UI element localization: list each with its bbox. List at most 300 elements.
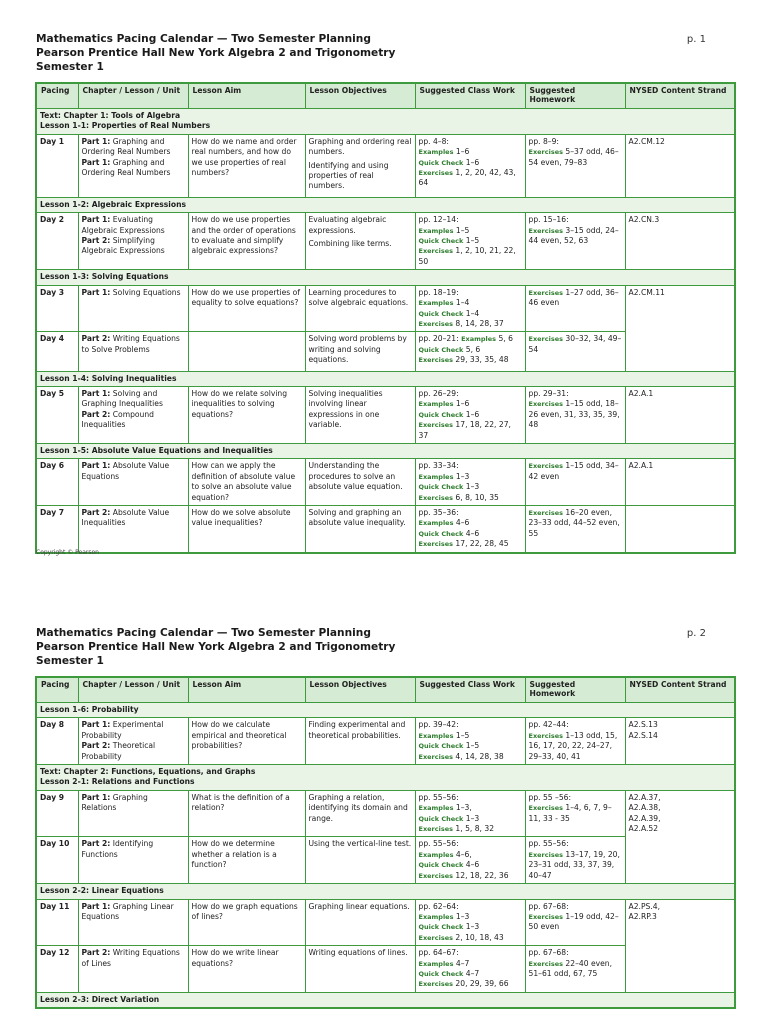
objective: Solving and graphing an absolute value inequality. <box>308 508 406 528</box>
exercises-label: Exercises <box>418 752 453 761</box>
chapter-lesson-cell <box>78 386 188 443</box>
examples-label: Examples <box>461 335 497 344</box>
exercises-label: Exercises <box>418 933 453 942</box>
objective: Using the vertical-line test. <box>308 839 412 849</box>
objective: Graphing linear equations. <box>308 901 410 911</box>
exercises-value: 1, 2, 20, 42, 43, 64 <box>418 168 516 188</box>
exercises-line <box>419 539 522 549</box>
quick-check-line <box>419 741 522 751</box>
column-header: Chapter / Lesson / Unit <box>78 83 188 109</box>
lesson-heading <box>36 703 735 718</box>
examples-label: Examples <box>418 519 454 528</box>
exercises-value: 1–19 odd, 42–50 even <box>528 911 619 932</box>
page-range: pp. 35–36: <box>418 508 459 517</box>
exercises-label: Exercises <box>528 335 563 344</box>
lesson-heading-line: Lesson 1-2: Algebraic Expressions <box>40 199 187 209</box>
objective: Combining like terms. <box>308 239 392 249</box>
content-strand <box>625 285 735 371</box>
quick-check-label: Quick Check <box>418 345 464 354</box>
column-header: Lesson Objectives <box>305 677 415 703</box>
chapter-lesson-cell <box>78 332 188 371</box>
lesson-objectives <box>305 718 415 765</box>
lesson-aim: What is the definition of a relation? <box>188 790 305 837</box>
lesson-aim: How can we apply the definition of absolute value to solve an absolute value equation? <box>188 459 305 506</box>
column-header: NYSED Content Strand <box>625 677 735 703</box>
lesson-aim <box>188 332 305 371</box>
chapter-lesson-cell <box>78 899 188 946</box>
lesson-objectives <box>305 386 415 443</box>
exercises-label: Exercises <box>528 148 563 157</box>
chapter-lesson-cell <box>78 790 188 837</box>
suggested-homework <box>525 506 625 553</box>
examples-line <box>419 731 522 741</box>
part-text: Theoretical Probability <box>81 741 156 761</box>
lesson-section-row <box>36 371 735 386</box>
examples-label: Examples <box>418 731 454 740</box>
exercises-label: Exercises <box>528 804 563 813</box>
lesson-heading-line: Text: Chapter 1: Tools of Algebra <box>40 111 181 120</box>
lesson-section-row <box>36 109 735 135</box>
lesson-objectives <box>305 134 415 197</box>
objective: Evaluating algebraic expressions. <box>308 215 387 235</box>
content-strand <box>625 459 735 506</box>
exercises-value: 30–32, 34, 49–54 <box>528 334 622 354</box>
exercises-value: 5–37 odd, 46–54 even, 79–83 <box>528 147 619 167</box>
suggested-classwork <box>415 946 525 993</box>
strand-code: A2.A.37, A2.A.38, A2.A.39, A2.A.52 <box>628 792 661 834</box>
exercises-value: 17, 18, 22, 27, 37 <box>418 420 511 440</box>
day-label: Day 10 <box>36 837 78 884</box>
classwork-pages <box>419 288 522 298</box>
content-strand <box>625 213 735 270</box>
exercises-value: 12, 18, 22, 36 <box>455 870 509 880</box>
quick-check-value: 5, 6 <box>465 344 481 354</box>
day-row <box>36 134 735 197</box>
suggested-classwork <box>415 459 525 506</box>
part-text: Solving and Graphing Inequalities <box>81 388 163 409</box>
suggested-classwork <box>415 213 525 270</box>
lesson-part <box>82 389 185 410</box>
day-label: Day 7 <box>36 506 78 553</box>
quick-check-value: 4–6 <box>465 528 480 538</box>
strand-code: A2.A.1 <box>628 388 654 398</box>
column-header: Lesson Aim <box>188 677 305 703</box>
day-label: Day 6 <box>36 459 78 506</box>
lesson-objectives <box>305 837 415 884</box>
suggested-classwork <box>415 332 525 371</box>
exercises-label: Exercises <box>528 509 563 517</box>
lesson-part <box>82 334 185 355</box>
quick-check-label: Quick Check <box>418 814 464 823</box>
homework-pages: pp. 55 –56: <box>528 792 572 802</box>
exercises-value: 4, 14, 28, 38 <box>455 751 504 761</box>
lesson-part <box>82 410 185 431</box>
examples-line <box>419 298 522 308</box>
homework-exercises <box>529 731 622 762</box>
lesson-part <box>82 461 185 482</box>
part-label: Part 2: <box>81 409 111 419</box>
suggested-homework <box>525 285 625 332</box>
part-text: Graphing and Ordering Real Numbers <box>81 136 171 157</box>
column-header: Chapter / Lesson / Unit <box>78 677 188 703</box>
lesson-part <box>82 720 185 741</box>
pacing-table <box>35 82 736 554</box>
document-subtitle: Pearson Prentice Hall New York Algebra 2 and Trigonometry <box>36 641 396 653</box>
lesson-heading-line: Lesson 1-5: Absolute Value Equations and Inequalities <box>40 445 273 455</box>
examples-value: 1–6 <box>455 147 470 157</box>
lesson-objectives <box>305 459 415 506</box>
part-label: Part 2: <box>81 236 111 246</box>
part-label: Part 1: <box>81 720 111 730</box>
examples-value: 1–6 <box>455 399 470 409</box>
lesson-section-row <box>36 270 735 285</box>
lesson-part <box>82 215 185 236</box>
part-label: Part 2: <box>81 839 111 849</box>
chapter-lesson-cell <box>78 134 188 197</box>
quick-check-value: 4–7 <box>465 968 480 978</box>
quick-check-label: Quick Check <box>418 969 464 978</box>
column-header: Pacing <box>36 83 78 109</box>
suggested-classwork <box>415 134 525 197</box>
quick-check-line <box>419 922 522 932</box>
exercises-line <box>419 752 522 762</box>
exercises-label: Exercises <box>418 319 453 328</box>
exercises-line <box>419 933 522 943</box>
part-label: Part 1: <box>81 388 111 398</box>
lesson-part <box>82 741 185 762</box>
page-range: pp. 33–34: <box>418 461 459 471</box>
part-text: Graphing and Ordering Real Numbers <box>81 157 171 178</box>
part-text: Writing Equations of Lines <box>81 948 180 968</box>
classwork-pages <box>419 508 522 518</box>
exercises-value: 29, 33, 35, 48 <box>455 355 509 365</box>
exercises-value: 1, 2, 10, 21, 22, 50 <box>418 246 516 266</box>
part-label: Part 1: <box>81 136 111 146</box>
exercises-value: 13–17, 19, 20, 23–31 odd, 33, 37, 39, 40–47 <box>528 849 620 880</box>
quick-check-value: 1–3 <box>465 813 480 823</box>
page-range: pp. 55–56: <box>418 792 459 802</box>
lesson-heading-line: Lesson 1-3: Solving Equations <box>40 272 169 282</box>
exercises-value: 1, 5, 8, 32 <box>455 824 495 834</box>
exercises-line <box>419 493 522 503</box>
lesson-heading-line: Text: Chapter 2: Functions, Equations, and Graphs <box>40 767 256 777</box>
day-row <box>36 718 735 765</box>
lesson-aim: How do we use properties and the order of operations to evaluate and simplify algebraic expressions? <box>188 213 305 270</box>
objective: Finding experimental and theoretical probabilities. <box>308 720 406 740</box>
lesson-aim: How do we determine whether a relation is a function? <box>188 837 305 884</box>
classwork-pages <box>419 948 522 958</box>
classwork-pages <box>419 839 522 849</box>
exercises-value: 8, 14, 28, 37 <box>455 318 504 328</box>
lesson-aim: How do we calculate empirical and theoretical probabilities? <box>188 718 305 765</box>
lesson-heading <box>36 765 735 791</box>
classwork-pages <box>419 793 522 803</box>
strand-code: A2.PS.4, A2.RP.3 <box>628 901 660 921</box>
part-label: Part 2: <box>81 948 111 958</box>
suggested-homework <box>525 459 625 506</box>
exercises-value: 22–40 even, 51–61 odd, 67, 75 <box>528 958 613 978</box>
quick-check-line <box>419 969 522 979</box>
classwork-pages <box>419 720 522 730</box>
part-label: Part 1: <box>81 901 111 911</box>
lesson-heading-line: Lesson 1-1: Properties of Real Numbers <box>40 121 211 131</box>
quick-check-line <box>419 309 522 319</box>
day-row <box>36 506 735 553</box>
exercises-label: Exercises <box>418 825 453 834</box>
page-range: pp. 55–56: <box>418 839 459 849</box>
lesson-objectives <box>305 213 415 270</box>
lesson-heading <box>36 197 735 212</box>
classwork-pages <box>419 137 522 147</box>
content-strand <box>625 899 735 992</box>
examples-line <box>419 850 522 860</box>
exercises-value: 17, 22, 28, 45 <box>455 539 509 549</box>
lesson-objectives <box>305 790 415 837</box>
quick-check-label: Quick Check <box>418 923 464 932</box>
content-strand <box>625 386 735 443</box>
exercises-label: Exercises <box>528 288 563 297</box>
examples-label: Examples <box>418 804 454 813</box>
quick-check-label: Quick Check <box>418 861 464 870</box>
examples-label: Examples <box>418 959 454 968</box>
classwork-pages <box>419 215 522 225</box>
day-row <box>36 899 735 946</box>
content-strand <box>625 134 735 197</box>
part-label: Part 1: <box>81 157 111 167</box>
lesson-part <box>82 948 185 969</box>
objective: Understanding the procedures to solve an absolute value equation. <box>308 461 403 492</box>
objective: Graphing a relation, identifying its domain and range. <box>308 792 408 823</box>
objective: Learning procedures to solve algebraic equations. <box>308 287 409 308</box>
examples-value: 4–6, <box>455 849 472 859</box>
suggested-homework <box>525 134 625 197</box>
quick-check-line <box>419 345 522 355</box>
exercises-value: 16–20 even, 23–33 odd, 44–52 even, 55 <box>528 508 620 538</box>
suggested-classwork <box>415 386 525 443</box>
day-label: Day 11 <box>36 899 78 946</box>
examples-value: 4–6 <box>455 518 470 528</box>
homework-exercises <box>529 147 622 168</box>
quick-check-line <box>419 482 522 492</box>
suggested-homework <box>525 213 625 270</box>
column-header: Pacing <box>36 677 78 703</box>
homework-exercises <box>529 226 622 247</box>
quick-check-value: 1–5 <box>465 741 480 751</box>
quick-check-line <box>419 236 522 246</box>
objective: Solving inequalities involving linear expressions in one variable. <box>308 388 383 430</box>
document-title: Mathematics Pacing Calendar — Two Semester Planning <box>36 627 371 639</box>
chapter-lesson-cell <box>78 459 188 506</box>
strand-code: A2.S.13 A2.S.14 <box>628 720 658 740</box>
quick-check-value: 1–3 <box>465 922 480 932</box>
objective: Solving word problems by writing and solving equations. <box>308 334 407 365</box>
lesson-section-row <box>36 884 735 899</box>
examples-value: 1–3 <box>455 911 470 921</box>
lesson-aim: How do we name and order real numbers, and how do we use properties of real numbers? <box>188 134 305 197</box>
lesson-heading <box>36 992 735 1008</box>
lesson-section-row <box>36 765 735 791</box>
objective: Identifying and using properties of real numbers. <box>308 160 389 191</box>
exercises-line <box>419 319 522 329</box>
day-row <box>36 386 735 443</box>
day-label: Day 2 <box>36 213 78 270</box>
day-row <box>36 213 735 270</box>
lesson-heading-line: Lesson 1-6: Probability <box>40 705 139 714</box>
exercises-line <box>419 824 522 834</box>
document-title: Mathematics Pacing Calendar — Two Semester Planning <box>36 33 371 45</box>
examples-line <box>419 959 522 969</box>
lesson-heading <box>36 884 735 899</box>
suggested-homework <box>525 332 625 371</box>
chapter-lesson-cell <box>78 718 188 765</box>
pacing-table <box>35 676 736 1009</box>
content-strand <box>625 506 735 553</box>
day-label: Day 12 <box>36 946 78 993</box>
examples-line <box>419 147 522 157</box>
objective: Writing equations of lines. <box>308 948 408 958</box>
exercises-label: Exercises <box>418 356 453 365</box>
page-range: pp. 62–64: <box>418 901 459 911</box>
examples-label: Examples <box>418 148 454 157</box>
lesson-heading-line: Lesson 2-2: Linear Equations <box>40 886 164 896</box>
lesson-part <box>82 137 185 158</box>
classwork-pages <box>419 389 522 399</box>
examples-label: Examples <box>418 850 454 859</box>
quick-check-label: Quick Check <box>418 529 464 538</box>
semester-label: Semester 1 <box>36 655 104 667</box>
lesson-objectives <box>305 506 415 553</box>
quick-check-label: Quick Check <box>418 483 464 492</box>
suggested-homework <box>525 790 625 837</box>
lesson-heading <box>36 443 735 458</box>
page-range: pp. 26–29: <box>418 388 459 398</box>
part-text: Simplifying Algebraic Expressions <box>81 236 165 256</box>
exercises-label: Exercises <box>528 850 563 859</box>
examples-value: 1–5 <box>455 730 470 740</box>
quick-check-label: Quick Check <box>418 309 464 318</box>
classwork-pages <box>419 461 522 471</box>
page-range: pp. 39–42: <box>418 720 459 730</box>
quick-check-line <box>419 860 522 870</box>
exercises-label: Exercises <box>528 912 563 921</box>
exercises-value: 20, 29, 39, 66 <box>455 979 509 989</box>
column-header: Suggested Homework <box>525 83 625 109</box>
quick-check-value: 1–6 <box>465 409 480 419</box>
chapter-lesson-cell <box>78 285 188 332</box>
column-header: Lesson Objectives <box>305 83 415 109</box>
column-header: Suggested Class Work <box>415 677 525 703</box>
page-range: pp. 20–21: <box>418 334 459 344</box>
exercises-line <box>419 355 522 365</box>
day-row <box>36 285 735 332</box>
suggested-homework <box>525 946 625 993</box>
suggested-classwork <box>415 790 525 837</box>
examples-label: Examples <box>418 400 454 409</box>
examples-line <box>419 226 522 236</box>
suggested-classwork <box>415 718 525 765</box>
exercises-label: Exercises <box>418 980 453 989</box>
examples-value: 1–4 <box>455 298 470 308</box>
homework-exercises <box>529 399 622 430</box>
homework-exercises <box>529 508 622 539</box>
quick-check-value: 4–6 <box>465 860 480 870</box>
page-range: pp. 18–19: <box>418 287 459 297</box>
exercises-label: Exercises <box>528 959 563 968</box>
exercises-value: 3–15 odd, 24–44 even, 52, 63 <box>528 225 619 246</box>
exercises-line <box>419 871 522 881</box>
lesson-heading <box>36 109 735 135</box>
exercises-line <box>419 246 522 267</box>
exercises-label: Exercises <box>418 871 453 880</box>
lesson-part <box>82 158 185 179</box>
lesson-aim: How do we graph equations of lines? <box>188 899 305 946</box>
content-strand <box>625 790 735 883</box>
exercises-label: Exercises <box>418 540 453 549</box>
exercises-label: Exercises <box>528 400 563 409</box>
lesson-section-row <box>36 443 735 458</box>
lesson-part <box>82 793 185 814</box>
homework-exercises <box>529 334 622 355</box>
homework-pages: pp. 42–44: <box>528 720 569 730</box>
classwork-pages <box>419 902 522 912</box>
page-number: p. 1 <box>686 34 706 45</box>
exercises-value: 1–15 odd, 34–42 even <box>528 461 619 481</box>
objective: Graphing and ordering real numbers. <box>308 136 412 157</box>
lesson-section-row <box>36 703 735 718</box>
day-label: Day 8 <box>36 718 78 765</box>
homework-exercises <box>529 850 622 881</box>
strand-code: A2.A.1 <box>628 461 654 471</box>
quick-check-label: Quick Check <box>418 237 464 246</box>
examples-value: 1–5 <box>455 225 470 235</box>
exercises-label: Exercises <box>418 247 453 256</box>
part-label: Part 1: <box>81 792 111 802</box>
homework-pages: pp. 55–56: <box>528 839 569 849</box>
lesson-objectives <box>305 332 415 371</box>
suggested-homework <box>525 386 625 443</box>
exercises-label: Exercises <box>528 731 563 740</box>
lesson-part <box>82 236 185 257</box>
suggested-classwork <box>415 837 525 884</box>
part-text: Compound Inequalities <box>81 409 155 430</box>
homework-pages: pp. 67–68: <box>528 901 569 911</box>
examples-line <box>419 912 522 922</box>
lesson-heading-line: Lesson 2-1: Relations and Functions <box>40 777 195 787</box>
chapter-lesson-cell <box>78 837 188 884</box>
homework-exercises <box>529 912 622 933</box>
lesson-heading-line: Lesson 2-3: Direct Variation <box>40 994 160 1004</box>
day-label: Day 4 <box>36 332 78 371</box>
homework-exercises <box>529 803 622 824</box>
lesson-aim: How do we write linear equations? <box>188 946 305 993</box>
day-label: Day 5 <box>36 386 78 443</box>
lesson-part <box>82 839 185 860</box>
document-header <box>36 32 656 74</box>
quick-check-line <box>419 158 522 168</box>
quick-check-value: 1–6 <box>465 157 480 167</box>
examples-label: Examples <box>418 912 454 921</box>
exercises-line <box>419 168 522 189</box>
quick-check-line <box>419 814 522 824</box>
lesson-aim: How do we relate solving inequalities to solving equations? <box>188 386 305 443</box>
examples-label: Examples <box>418 472 454 481</box>
lesson-part <box>82 902 185 923</box>
lesson-heading <box>36 371 735 386</box>
column-header: Suggested Homework <box>525 677 625 703</box>
table-header-row <box>36 83 735 109</box>
part-label: Part 2: <box>81 334 111 344</box>
exercises-label: Exercises <box>418 421 453 430</box>
